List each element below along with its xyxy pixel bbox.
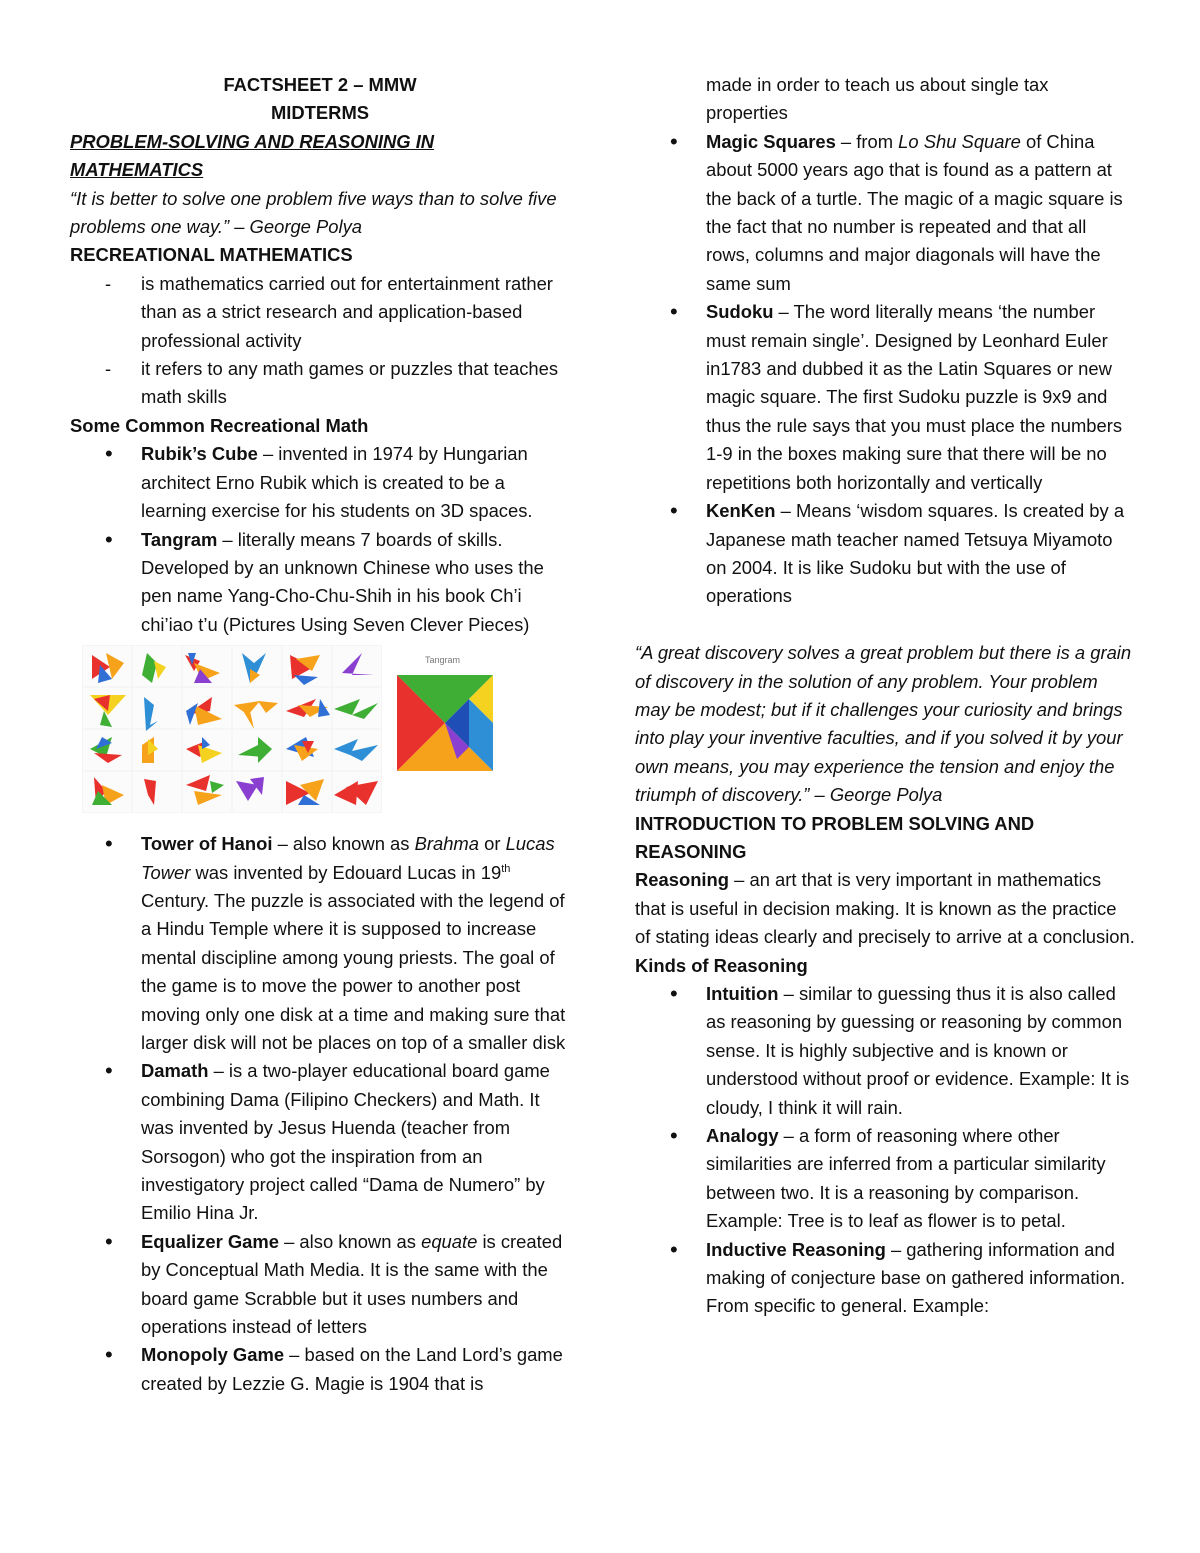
- intro-heading: INTRODUCTION TO PROBLEM SOLVING AND REASONING: [635, 812, 1035, 862]
- list-item-damath: [70, 1057, 570, 1227]
- spacer: [635, 611, 1135, 639]
- term: Reasoning: [635, 869, 730, 891]
- doc-title: FACTSHEET 2 – MMW: [223, 74, 417, 95]
- description: – an art that is very important in mathematics that is useful in decision making. It is known as the practice of stating ideas clearly and precisely to arrive at a conclusion.: [635, 869, 1135, 948]
- description: – based on the Land Lord’s game created by Lezzie G. Magie is 1904 that is: [141, 1344, 563, 1394]
- text: or: [478, 833, 506, 855]
- definition-item: - is mathematics carried out for entertainment rather than as a strict research and application-based professional activity: [70, 270, 570, 355]
- kinds-heading: Kinds of Reasoning: [635, 954, 808, 976]
- italic-text: Lo Shu Square: [898, 130, 1021, 152]
- list-item-kenken: [635, 497, 1135, 611]
- games-list-part2: [70, 830, 570, 1398]
- description: – gathering information and making of conjecture base on gathered information. From specific to general. Example:: [706, 1238, 1126, 1317]
- description: – invented in 1974 by Hungarian architect Erno Rubik which is created to be a learning exercise for his students on 3D spaces.: [141, 443, 533, 522]
- term: Magic Squares: [706, 130, 836, 152]
- section-title-line1: PROBLEM-SOLVING AND REASONING IN: [70, 130, 435, 152]
- section-title-line2: MATHEMATICS: [70, 159, 204, 181]
- text: – also known as: [278, 1230, 422, 1252]
- games-list-part1: [70, 440, 570, 639]
- description: made in order to teach us about single tax properties: [706, 74, 1049, 124]
- description: – similar to guessing thus it is also called as reasoning by guessing or reasoning by common sense. It is highly subjective and is known or understood without proof or evidence. Example: It is cloudy, I think it will rain.: [706, 982, 1130, 1118]
- text: of China about 5000 years ago that is found as a pattern at the back of a turtle. The magic of a magic square is the fact that no number is repeated and that all rows, columns and major diagonals will have the same sum: [706, 130, 1123, 294]
- list-item-monopoly-game: [70, 1341, 570, 1398]
- monopoly-continuation: [635, 71, 1135, 128]
- games-list-part3: [635, 71, 1135, 611]
- term: Tangram: [141, 528, 218, 550]
- list-item-tangram: [70, 526, 570, 640]
- description: – a form of reasoning where other similarities are inferred from a particular similarity between two. It is a reasoning by comparison. Example: Tree is to leaf as flower is to petal.: [706, 1125, 1106, 1232]
- list-item-equalizer-game: [70, 1228, 570, 1342]
- list-item-rubiks-cube: [70, 440, 570, 525]
- superscript: th: [501, 862, 511, 875]
- tangram-images: [70, 643, 570, 828]
- polya-quote: “It is better to solve one problem five ways than to solve five problems one way.” – George Polya: [70, 187, 557, 238]
- italic-text: Lucas Tower: [141, 833, 555, 883]
- text: was invented by Edouard Lucas in 19: [190, 861, 502, 883]
- term: Monopoly Game: [141, 1344, 285, 1366]
- recreational-definition-list: [70, 270, 570, 412]
- list-item-inductive-reasoning: [635, 1236, 1135, 1321]
- text: is created by Conceptual Math Media. It is the same with the board game Scrabble but it uses numbers and operations instead of letters: [141, 1230, 563, 1338]
- description: – Means ‘wisdom squares. Is created by a Japanese math teacher named Tetsuya Miyamoto on 2004. It is like Sudoku but with the use of operations: [706, 500, 1125, 607]
- tangram-image-label: Tangram: [425, 655, 461, 666]
- list-item-magic-squares: [635, 128, 1135, 298]
- description: – is a two-player educational board game combining Dama (Filipino Checkers) and Math. It was invented by Jesus Huenda (teacher from Sorsogon) who got the inspiration from an investigatory project called “Dama de Numero” by Emilio Hina Jr.: [141, 1060, 550, 1224]
- common-recreational-heading: Some Common Recreational Math: [70, 414, 369, 436]
- term: Sudoku: [706, 301, 774, 323]
- text: Century. The puzzle is associated with the legend of a Hindu Temple where it is supposed to increase mental discipline among young priests. The goal of the game is to move the power to another post moving only one disk at a time and making sure that larger disk will not be places on top of a smaller disk: [141, 889, 566, 1053]
- text: – also known as: [272, 833, 415, 855]
- term: Rubik’s Cube: [141, 443, 258, 465]
- kinds-of-reasoning-list: [635, 980, 1135, 1321]
- reasoning-definition: [635, 866, 1135, 951]
- term: KenKen: [706, 500, 776, 522]
- recreational-heading: RECREATIONAL MATHEMATICS: [70, 244, 353, 266]
- text: – from: [835, 130, 899, 152]
- term: Equalizer Game: [141, 1230, 279, 1252]
- term: Intuition: [706, 982, 779, 1004]
- doc-subtitle: MIDTERMS: [270, 102, 370, 124]
- polya-quote-discovery: “A great discovery solves a great problem but there is a grain of discovery in the solution of any problem. Your problem may be modest; but if it challenges your curiosity and brings into play your inventive faculties, and if you solved it by your own means, you may experience the tension and enjoy the triumph of discovery.” – George Polya: [635, 642, 1132, 806]
- list-item-intuition: [635, 980, 1135, 1122]
- term: Inductive Reasoning: [706, 1238, 886, 1260]
- list-item-analogy: [635, 1122, 1135, 1236]
- tangram-square-image: [395, 651, 495, 776]
- term: Damath: [141, 1060, 209, 1082]
- term: Analogy: [706, 1125, 779, 1147]
- description: – The word literally means ‘the number must remain single’. Designed by Leonhard Euler in1783 and dubbed it as the Latin Squares or new magic square. The first Sudoku puzzle is 9x9 and thus the rule says that you must place the numbers 1-9 in the boxes making sure that there will be no repetitions both horizontally and vertically: [706, 301, 1123, 493]
- tangram-figures-image: [82, 645, 382, 813]
- left-column: [70, 71, 570, 1398]
- definition-item: - it refers to any math games or puzzles that teaches math skills: [70, 355, 570, 412]
- italic-text: equate: [421, 1230, 478, 1252]
- term: Tower of Hanoi: [141, 833, 273, 855]
- description: – literally means 7 boards of skills. Developed by an unknown Chinese who uses the pen name Yang-Cho-Chu-Shih in his book Ch’i chi’iao t’u (Pictures Using Seven Clever Pieces): [141, 528, 544, 635]
- right-column: [635, 71, 1135, 1321]
- list-item-sudoku: [635, 298, 1135, 497]
- italic-text: Brahma: [414, 833, 479, 855]
- list-item-tower-of-hanoi: [70, 830, 570, 1057]
